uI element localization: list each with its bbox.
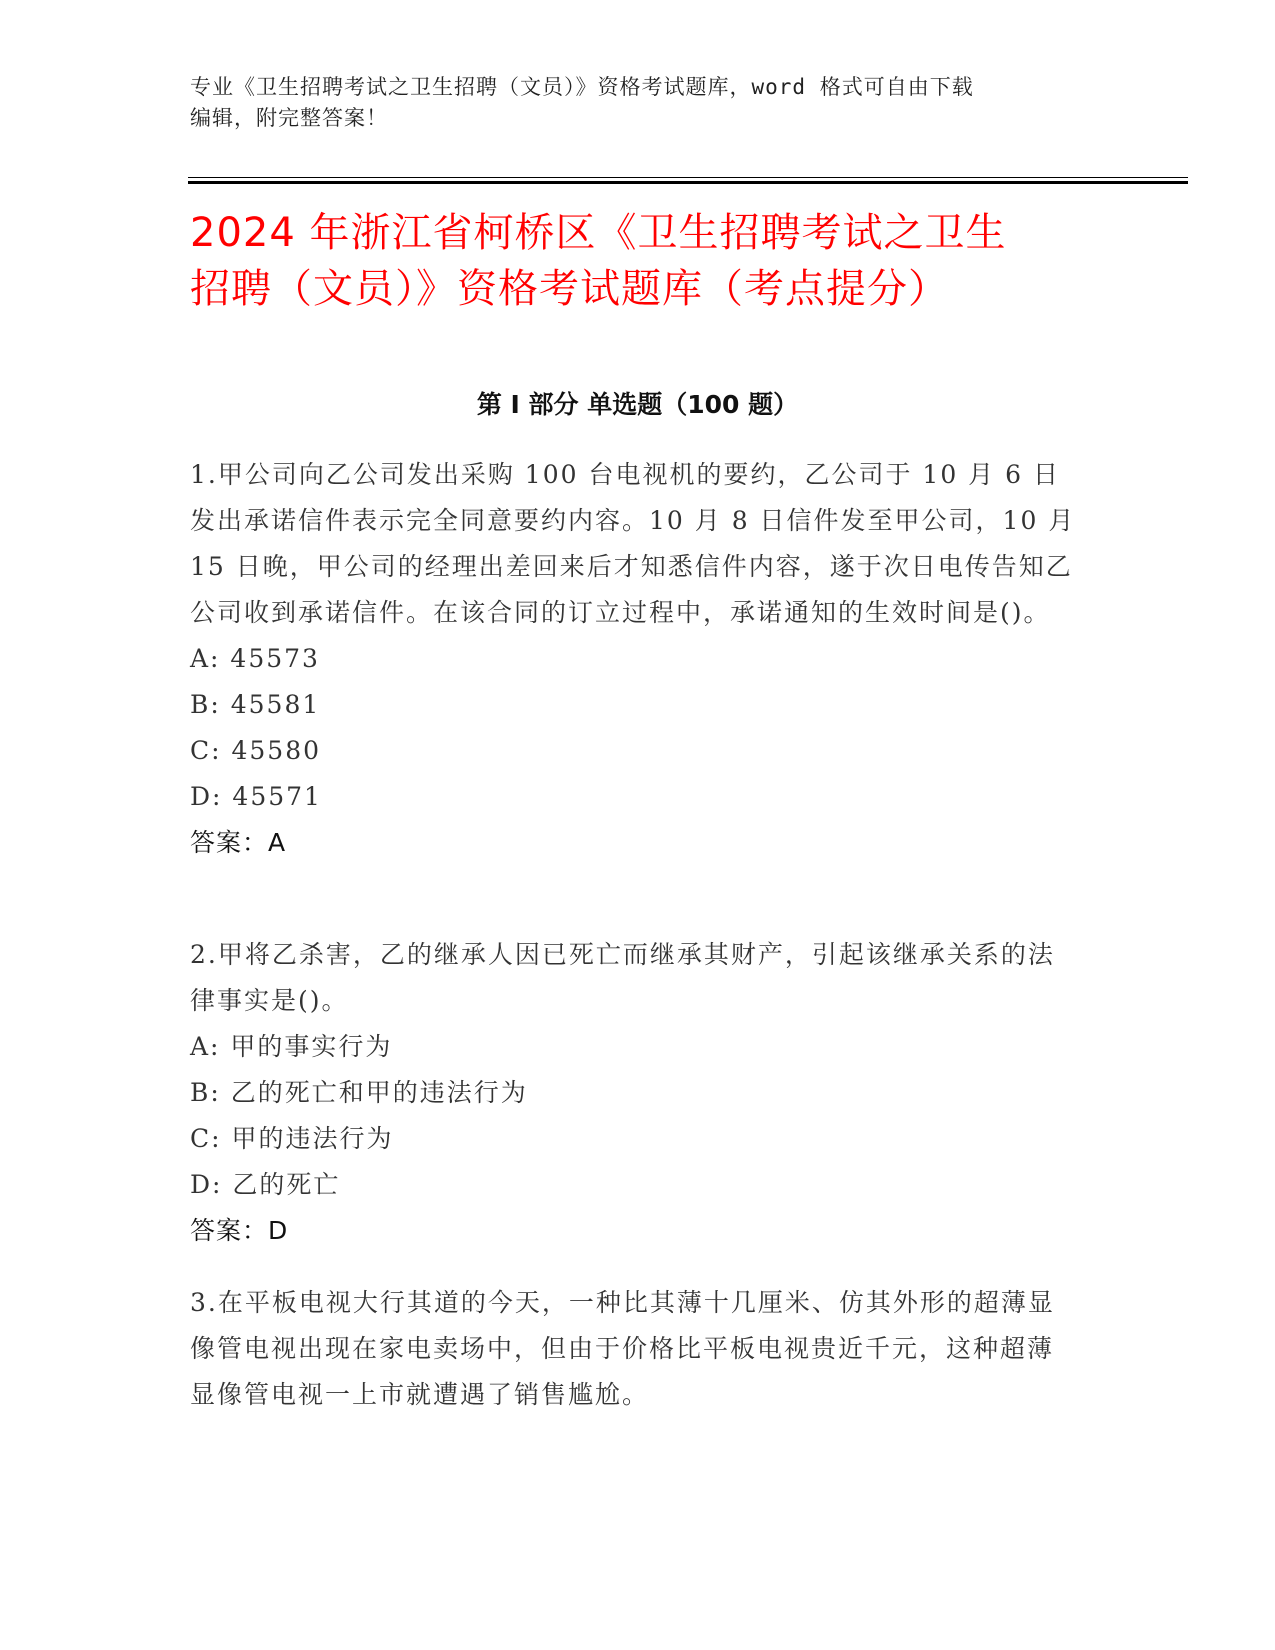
document-title bbox=[190, 205, 1090, 317]
option-a: A: 甲的事实行为 bbox=[190, 1032, 393, 1061]
option-b: B: 乙的死亡和甲的违法行为 bbox=[190, 1078, 528, 1107]
question-text: 3.在平板电视大行其道的今天，一种比其薄十几厘米、仿其外形的超薄显像管电视出现在家电卖场中，但由于价格比平板电视贵近千元，这种超薄显像管电视一上市就遭遇了销售尴尬。 bbox=[190, 1288, 1055, 1409]
header-line-2: 编辑，附完整答案！ bbox=[190, 106, 388, 130]
question-2 bbox=[190, 932, 1080, 1254]
answer-label: 答案： bbox=[190, 828, 269, 857]
question-text: 2.甲将乙杀害，乙的继承人因已死亡而继承其财产，引起该继承关系的法律事实是()。 bbox=[190, 940, 1055, 1015]
page-header bbox=[190, 72, 1070, 134]
header-divider-thin bbox=[188, 177, 1188, 178]
header-line-1: 专业《卫生招聘考试之卫生招聘（文员）》资格考试题库，word 格式可自由下载 bbox=[190, 75, 974, 99]
question-1 bbox=[190, 452, 1080, 866]
option-c: C: 甲的违法行为 bbox=[190, 1124, 394, 1153]
answer-value: D bbox=[268, 1216, 289, 1245]
option-d: D: 45571 bbox=[190, 782, 322, 811]
option-a: A: 45573 bbox=[190, 644, 320, 673]
option-c: C: 45580 bbox=[190, 736, 322, 765]
section-heading: 第 I 部分 单选题（100 题） bbox=[476, 390, 799, 419]
question-3 bbox=[190, 1280, 1080, 1418]
title-line-1: 2024 年浙江省柯桥区《卫生招聘考试之卫生 bbox=[190, 210, 1007, 256]
answer-label: 答案： bbox=[190, 1216, 269, 1245]
answer-line bbox=[190, 1208, 1080, 1254]
title-line-2: 招聘（文员）》资格考试题库（考点提分） bbox=[190, 266, 949, 312]
question-text: 1.甲公司向乙公司发出采购 100 台电视机的要约，乙公司于 10 月 6 日发出承诺信件表示完全同意要约内容。10 月 8 日信件发至甲公司，10 月 15 日晚，甲公司的经理出差回来后才知悉信件内容，遂于次日电传告知乙公司收到承诺信件。在该合同的订立过程中，承诺通知的生效时间是()。 bbox=[190, 460, 1076, 627]
option-d: D: 乙的死亡 bbox=[190, 1170, 341, 1199]
header-divider-thick bbox=[188, 181, 1188, 184]
option-b: B: 45581 bbox=[190, 690, 321, 719]
answer-value: A bbox=[268, 828, 287, 857]
answer-line bbox=[190, 820, 1080, 866]
